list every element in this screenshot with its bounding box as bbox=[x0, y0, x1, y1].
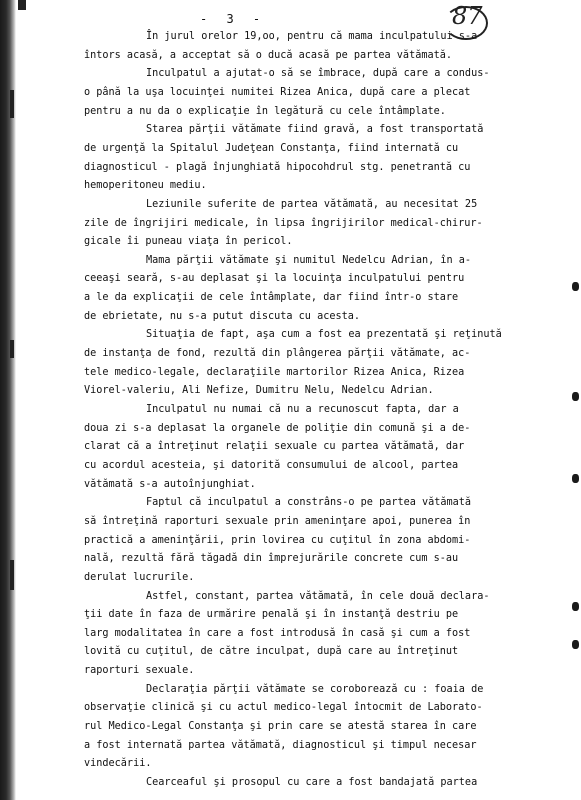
text-line: cu acordul acesteia, şi datorită consumului de alcool, partea bbox=[84, 460, 459, 471]
text-line: Declaraţia părţii vătămate se coroborează cu : foaia de bbox=[146, 684, 484, 695]
text-line: diagnosticul - plagă înjunghiată hipocohdrul stg. penetrantă cu bbox=[84, 162, 471, 173]
scan-mark bbox=[572, 474, 579, 483]
text-line: să întreţină raporturi sexuale prin ameninţare apoi, punerea în bbox=[84, 516, 471, 527]
text-line: Astfel, constant, partea vătămată, în cele două declara- bbox=[146, 591, 490, 602]
text-line: Faptul că inculpatul a constrâns-o pe partea vătămată bbox=[146, 497, 472, 508]
text-line: doua zi s-a deplasat la organele de poliţie din comună şi a de- bbox=[84, 423, 471, 434]
text-line: În jurul orelor 19,oo, pentru că mama inculpatului s-a bbox=[146, 31, 478, 42]
text-line: de ebrietate, nu s-a putut discuta cu acesta. bbox=[84, 311, 361, 322]
text-line: larg modalitatea în care a fost introdusă în casă şi cum a fost bbox=[84, 628, 471, 639]
text-line: nală, rezultă fără tăgadă din împrejurările concrete cum s-au bbox=[84, 553, 459, 564]
page-number: - 3 - bbox=[200, 12, 267, 26]
text-line: hemoperitoneu mediu. bbox=[84, 180, 207, 191]
scan-mark bbox=[572, 640, 579, 649]
text-line: ţii date în faza de urmărire penală şi în instanţă destriu pe bbox=[84, 609, 459, 620]
text-line: lovită cu cuţitul, de către inculpat, după care au întreţinut bbox=[84, 646, 459, 657]
text-line: derulat lucrurile. bbox=[84, 572, 195, 583]
text-line: Leziunile suferite de partea vătămată, au necesitat 25 bbox=[146, 199, 478, 210]
text-line: Cearceaful şi prosopul cu care a fost bandajată partea bbox=[146, 777, 478, 788]
text-line: raporturi sexuale. bbox=[84, 665, 195, 676]
scan-mark bbox=[18, 0, 26, 10]
text-line: vindecării. bbox=[84, 758, 152, 769]
text-line: clarat că a întreţinut relaţii sexuale cu partea vătămată, dar bbox=[84, 441, 465, 452]
text-line: Starea părţii vătămate fiind gravă, a fost transportată bbox=[146, 124, 484, 135]
text-line: Inculpatul a ajutat-o să se îmbrace, după care a condus- bbox=[146, 68, 490, 79]
text-line: pentru a nu da o explicaţie în legătură cu cele întâmplate. bbox=[84, 106, 446, 117]
scan-mark bbox=[572, 282, 579, 291]
scan-shadow-left bbox=[0, 0, 16, 800]
text-line: practică a ameninţării, prin lovirea cu cuţitul în zona abdomi- bbox=[84, 535, 471, 546]
text-line: a fost internată partea vătămată, diagnosticul şi timpul necesar bbox=[84, 740, 477, 751]
text-line: de urgenţă la Spitalul Judeţean Constanţa, fiind internată cu bbox=[84, 143, 459, 154]
text-line: o până la uşa locuinţei numitei Rizea Anica, după care a plecat bbox=[84, 87, 471, 98]
text-line: ceeaşi seară, s-au deplasat şi la locuinţa inculpatului pentru bbox=[84, 273, 465, 284]
scan-mark bbox=[572, 602, 579, 611]
text-line: de instanţa de fond, rezultă din plângerea părţii vătămate, ac- bbox=[84, 348, 471, 359]
text-line: observaţie clinică şi cu actul medico-legal întocmit de Laborato- bbox=[84, 702, 483, 713]
text-line: întors acasă, a acceptat să o ducă acasă pe partea vătămată. bbox=[84, 50, 453, 61]
text-line: zile de îngrijiri medicale, în lipsa îngrijirilor medical-chirur- bbox=[84, 218, 483, 229]
text-line: a le da explicaţii de cele întâmplate, dar fiind într-o stare bbox=[84, 292, 459, 303]
scan-mark bbox=[10, 340, 14, 358]
text-line: tele medico-legale, declaraţiile martorilor Rizea Anica, Rizea bbox=[84, 367, 465, 378]
scan-mark bbox=[10, 90, 14, 118]
text-line: gicale îi puneau viaţa în pericol. bbox=[84, 236, 293, 247]
text-line: rul Medico-Legal Constanţa şi prin care se atestă starea în care bbox=[84, 721, 477, 732]
text-line: vătămată s-a autoînjunghiat. bbox=[84, 479, 256, 490]
text-line: Inculpatul nu numai că nu a recunoscut fapta, dar a bbox=[146, 404, 459, 415]
text-line: Mama părţii vătămate şi numitul Nedelcu Adrian, în a- bbox=[146, 255, 472, 266]
folio-number: 87 bbox=[452, 2, 483, 30]
text-line: Viorel-valeriu, Ali Nefize, Dumitru Nelu, Nedelcu Adrian. bbox=[84, 385, 434, 396]
scan-mark bbox=[572, 392, 579, 401]
text-line: Situaţia de fapt, aşa cum a fost ea prezentată şi reţinută bbox=[146, 329, 502, 340]
scan-mark bbox=[10, 560, 14, 590]
